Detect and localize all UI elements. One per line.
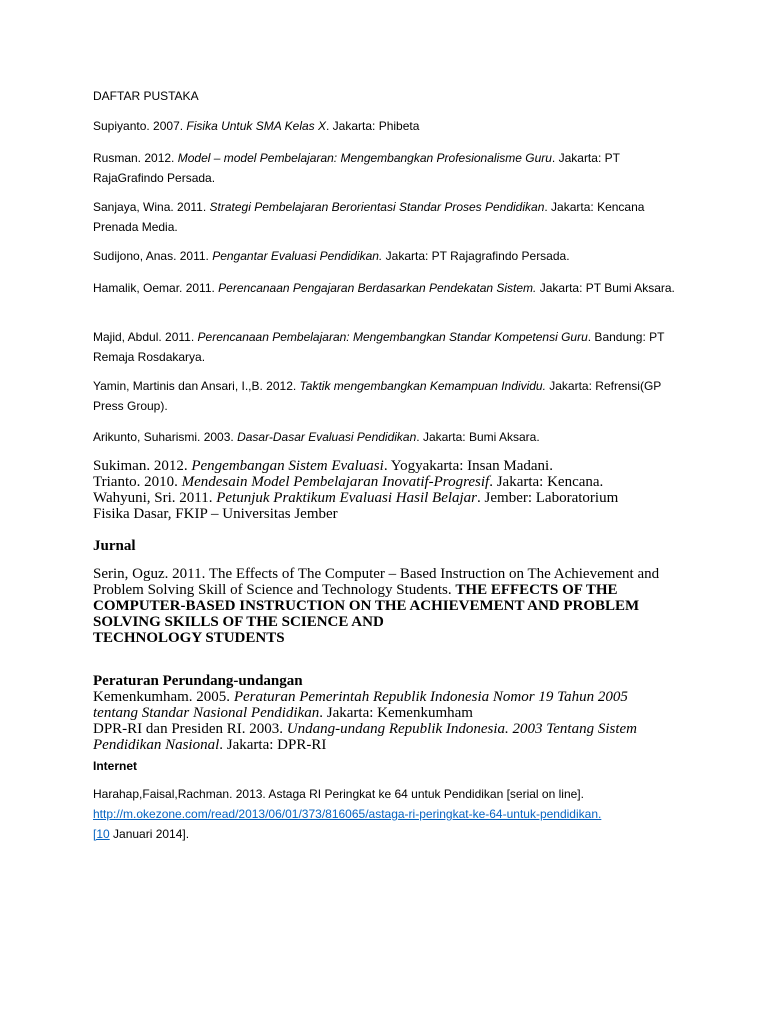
serif-references [93,458,633,522]
ref-title: Pengembangan Sistem Evaluasi [191,458,384,474]
peraturan-heading: Peraturan Perundang-undangan [93,673,303,689]
ref-title: Mendesain Model Pembelajaran Inovatif-Progresif [181,474,490,490]
ref-publisher: . Yogyakarta: Insan Madani. [383,458,553,474]
ref-author: Sukiman. 2012. [93,458,192,474]
ref-title: Dasar-Dasar Evaluasi Pendidikan [237,430,417,444]
reference-4 [93,278,693,298]
ref-publisher: . Jakarta: Phibeta [326,119,420,133]
ref-publisher: . Jakarta: Kencana Prenada Media. [93,200,645,234]
reference-serif-0 [93,458,633,474]
ref-author: Arikunto, Suharismi. 2003. [93,430,238,444]
ref-publisher: . Jakarta: DPR-RI [219,737,327,753]
reference-1 [93,148,693,188]
internet-date-link[interactable]: [10 [93,827,110,841]
ref-author: DPR-RI dan Presiden RI. 2003. [93,721,287,737]
ref-publisher: . Jakarta: PT RajaGrafindo Persada. [93,151,620,185]
ref-publisher: . Jakarta: Bumi Aksara. [416,430,540,444]
peraturan-reference-1 [93,721,653,753]
jurnal-bold-title-end: TECHNOLOGY STUDENTS [93,630,285,646]
ref-author: Wahyuni, Sri. 2011. [93,490,217,506]
ref-author: Hamalik, Oemar. 2011. [93,281,219,295]
ref-publisher: . Jakarta: Kemenkumham [319,705,473,721]
internet-url-link[interactable]: http://m.okezone.com/read/2013/06/01/373/816065/astaga-ri-peringkat-ke-64-untuk-pendidikan. [93,807,602,821]
ref-publisher: . Jember: Laboratorium Fisika Dasar, FKIP – Universitas Jember [93,490,619,522]
ref-publisher: Jakarta: Refrensi(GP Press Group). [93,379,662,413]
ref-publisher: Jakarta: PT Rajagrafindo Persada. [382,249,570,263]
ref-author: Sudijono, Anas. 2011. [93,249,213,263]
internet-date-text: Januari 2014]. [109,827,190,841]
ref-author: Rusman. 2012. [93,151,178,165]
ref-title: Pengantar Evaluasi Pendidikan. [212,249,383,263]
ref-author: Kemenkumham. 2005. [93,689,234,705]
reference-2 [93,197,693,237]
jurnal-reference [93,566,668,646]
ref-author: Yamin, Martinis dan Ansari, I.,B. 2012. [93,379,300,393]
ref-title: Peraturan Pemerintah Republik Indonesia Nomor 19 Tahun 2005 tentang Standar Nasional Pendidikan [93,689,628,721]
ref-author: Majid, Abdul. 2011. [93,330,198,344]
ref-publisher: Jakarta: PT Bumi Aksara. [536,281,675,295]
ref-title: Perencanaan Pembelajaran: Mengembangkan Standar Kompetensi Guru [197,330,588,344]
jurnal-heading: Jurnal [93,538,136,554]
internet-heading: Internet [93,759,138,773]
ref-title: Fisika Untuk SMA Kelas X [186,119,327,133]
ref-title: Strategi Pembelajaran Berorientasi Standar Proses Pendidikan [209,200,545,214]
peraturan-references [93,689,653,753]
reference-5 [93,327,693,367]
ref-publisher: . Jakarta: Kencana. [489,474,604,490]
jurnal-bold-title: THE EFFECTS OF THE COMPUTER-BASED INSTRUCTION ON THE ACHIEVEMENT AND PROBLEM SOLVING SKILLS OF THE SCIENCE AND [93,582,640,630]
peraturan-reference-0 [93,689,653,721]
reference-6 [93,376,693,416]
jurnal-text: Serin, Oguz. 2011. The Effects of The Computer – Based Instruction on The Achievement and Problem Solving Skill of Science and Technology Students. [93,566,660,598]
page-title: DAFTAR PUSTAKA [93,89,199,103]
internet-ref-text: Harahap,Faisal,Rachman. 2013. Astaga RI Peringkat ke 64 untuk Pendidikan [serial on line]. [93,787,584,801]
ref-author: Supiyanto. 2007. [93,119,187,133]
ref-publisher: . Bandung: PT Remaja Rosdakarya. [93,330,665,364]
reference-0 [93,116,693,136]
reference-3 [93,246,693,266]
ref-title: Model – model Pembelajaran: Mengembangkan Profesionalisme Guru [177,151,552,165]
ref-author: Trianto. 2010. [93,474,182,490]
reference-serif-1 [93,474,633,490]
ref-author: Sanjaya, Wina. 2011. [93,200,210,214]
reference-serif-2 [93,490,633,522]
ref-title: Taktik mengembangkan Kemampuan Individu. [299,379,546,393]
internet-reference [93,784,693,844]
reference-7 [93,427,693,447]
ref-title: Perencanaan Pengajaran Berdasarkan Pendekatan Sistem. [218,281,537,295]
ref-title: Undang-undang Republik Indonesia. 2003 Tentang Sistem Pendidikan Nasional [93,721,638,753]
ref-title: Petunjuk Praktikum Evaluasi Hasil Belajar [216,490,478,506]
